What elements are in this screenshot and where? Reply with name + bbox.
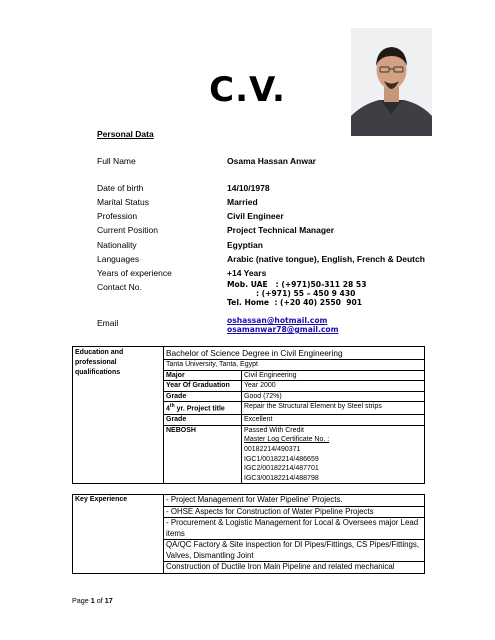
- marital-value: Married: [227, 197, 258, 207]
- list-item: - Project Management for Water Pipeline' Projects.: [164, 495, 425, 507]
- page-number: 1: [90, 596, 95, 605]
- languages-label: Languages: [97, 254, 140, 264]
- row-value: Repair the Structural Element by Steel strips: [242, 402, 425, 415]
- dob-value: 14/10/1978: [227, 183, 270, 193]
- row-key: Major: [164, 370, 242, 381]
- page-footer: [72, 596, 113, 605]
- personal-data-heading: Personal Data: [97, 129, 154, 139]
- contact-mobile-2: : (+971) 55 – 450 9 430: [256, 289, 356, 298]
- profession-label: Profession: [97, 211, 138, 221]
- key-experience-table: [72, 494, 425, 574]
- email-label: Email: [97, 318, 119, 328]
- degree-title: Bachelor of Science Degree in Civil Engineering: [164, 347, 425, 360]
- education-table: [72, 346, 425, 484]
- marital-label: Marital Status: [97, 197, 149, 207]
- page-word: Page: [72, 596, 89, 605]
- experience-label: Years of experience: [97, 268, 172, 278]
- nebosh-line: IGC3/00182214/488798: [244, 474, 319, 482]
- row-key: Grade: [164, 415, 242, 426]
- nebosh-line: IGC2/00182214/487701: [244, 465, 319, 473]
- education-label: Education and professional qualifications: [73, 347, 164, 484]
- experience-value: +14 Years: [227, 268, 267, 278]
- nebosh-line: Master Log Certificate No. :: [244, 436, 330, 444]
- university: Tanta University, Tanta, Egypt: [164, 360, 425, 371]
- position-label: Current Position: [97, 225, 158, 235]
- email-link-1[interactable]: oshassan@hotmail.com: [227, 316, 328, 325]
- full-name-value: Osama Hassan Anwar: [227, 156, 316, 166]
- list-item: Construction of Ductile Iron Main Pipeline and related mechanical: [164, 562, 425, 574]
- nebosh-key: NEBOSH: [164, 425, 242, 484]
- nebosh-line: Passed With Credit: [244, 426, 304, 434]
- profile-photo: [351, 28, 432, 136]
- email-link-2[interactable]: osamanwar78@gmail.com: [227, 325, 339, 334]
- nationality-label: Nationality: [97, 240, 137, 250]
- row-value: Year 2000: [242, 381, 425, 392]
- list-item: QA/QC Factory & Site inspection for DI Pipes/Fittings, CS Pipes/Fittings, Valves, Dismantling Joint: [164, 540, 425, 562]
- contact-mobile-1: Mob. UAE : (+971)50-311 28 53: [227, 280, 367, 289]
- nationality-value: Egyptian: [227, 240, 263, 250]
- page-title: C.V.: [209, 70, 286, 110]
- row-key: Grade: [164, 391, 242, 402]
- key-experience-label: Key Experience: [73, 495, 164, 574]
- languages-value: Arabic (native tongue), English, French & Deutch: [227, 254, 425, 264]
- position-value: Project Technical Manager: [227, 225, 335, 235]
- list-item: - OHSE Aspects for Construction of Water Pipeline Projects: [164, 506, 425, 518]
- nebosh-line: 00182214/490371: [244, 446, 301, 454]
- row-value: Good (72%): [242, 391, 425, 402]
- list-item: - Procurement & Logistic Management for Local & Oversees major Lead items: [164, 518, 425, 540]
- row-value: Civil Engineering: [242, 370, 425, 381]
- dob-label: Date of birth: [97, 183, 144, 193]
- profession-value: Civil Engineer: [227, 211, 284, 221]
- nebosh-value: [242, 425, 425, 484]
- row-key: Year Of Graduation: [164, 381, 242, 392]
- contact-label: Contact No.: [97, 282, 142, 292]
- of-word: of: [96, 596, 103, 605]
- page-total: 17: [104, 596, 113, 605]
- contact-home: Tel. Home : (+20 40) 2550 901: [227, 298, 363, 307]
- full-name-label: Full Name: [97, 156, 136, 166]
- row-key: 4th yr. Project title: [164, 402, 242, 415]
- row-value: Excellent: [242, 415, 425, 426]
- nebosh-line: IGC1/00182214/486659: [244, 455, 319, 463]
